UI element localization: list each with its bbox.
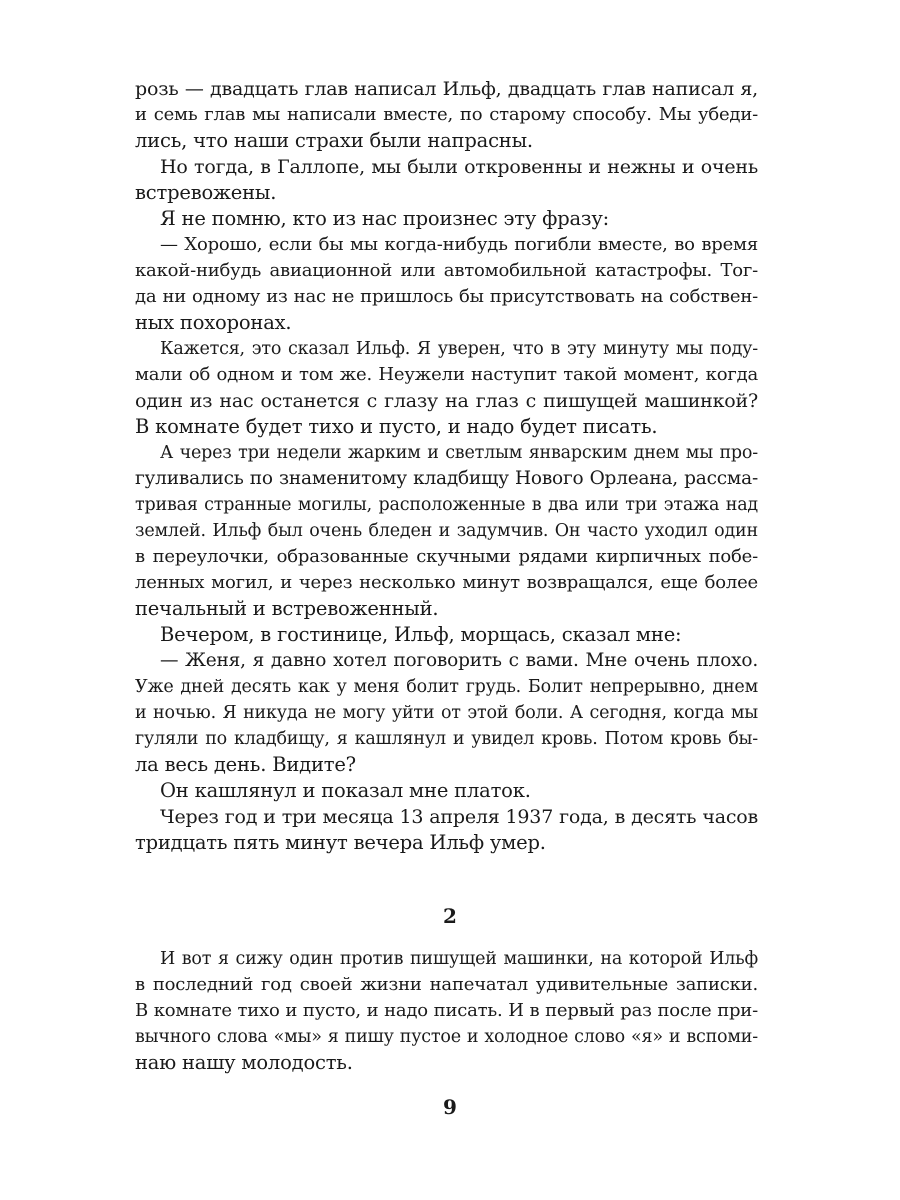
text-line: землей. Ильф был очень бледен и задумчив. Он часто уходил один	[135, 521, 758, 541]
main-text-block	[135, 76, 758, 856]
chapter-number: 2	[443, 904, 457, 928]
text-line: какой-нибудь авиационной или автомобильной катастрофы. Тог-	[135, 260, 758, 281]
text-line: в переулочки, образованные скучными рядами кирпичных побе-	[135, 546, 758, 567]
chapter-two-text-block	[135, 946, 758, 1076]
text-line: лись, что наши страхи были напрасны.	[135, 129, 533, 152]
text-line: встревожены.	[135, 181, 277, 204]
text-line: Но тогда, в Галлопе, мы были откровенны и нежны и очень	[160, 156, 758, 178]
text-line: в последний год своей жизни напечатал удивительные записки.	[135, 974, 758, 995]
text-line: — Женя, я давно хотел поговорить с вами. Мне очень плохо.	[160, 650, 758, 671]
text-line: А через три недели жарким и светлым январским днем мы про-	[160, 443, 758, 463]
text-line: ленных могил, и через несколько минут возвращался, еще более	[135, 572, 758, 593]
text-line: тридцать пять минут вечера Ильф умер.	[135, 831, 546, 854]
text-line: гуливались по знаменитому кладбищу Нового Орлеана, рассма-	[135, 468, 758, 489]
text-line: да ни одному из нас не пришлось бы присутствовать на собствен-	[135, 286, 758, 307]
text-line: Уже дней десять как у меня болит грудь. Болит непрерывно, днем	[135, 677, 758, 697]
page-number: 9	[443, 1095, 457, 1119]
text-line: гуляли по кладбищу, я кашлянул и увидел кровь. Потом кровь бы-	[135, 729, 758, 749]
text-line: И вот я сижу один против пишущей машинки, на которой Ильф	[160, 949, 758, 969]
text-line: Кажется, это сказал Ильф. Я уверен, что в эту минуту мы поду-	[160, 339, 758, 359]
text-line: мали об одном и том же. Неужели наступит такой момент, когда	[135, 364, 758, 385]
text-line: В комнате тихо и пусто, и надо писать. И в первый раз после при-	[135, 1000, 758, 1021]
text-line: Он кашлянул и показал мне платок.	[160, 779, 531, 802]
text-line: В комнате будет тихо и пусто, и надо будет писать.	[135, 415, 658, 438]
text-line: розь — двадцать глав написал Ильф, двадцать глав написал я,	[135, 78, 758, 100]
text-line: — Хорошо, если бы мы когда-нибудь погибли вместе, во время	[160, 234, 758, 255]
text-line: ла весь день. Видите?	[135, 753, 356, 776]
text-line: наю нашу молодость.	[135, 1051, 353, 1074]
text-line: Я не помню, кто из нас произнес эту фразу:	[160, 207, 609, 230]
text-line: ных похоронах.	[135, 311, 292, 334]
text-line: и семь глав мы написали вместе, по старому способу. Мы убеди-	[135, 104, 758, 125]
text-line: Через год и три месяца 13 апреля 1937 года, в десять часов	[160, 806, 758, 828]
text-line: Вечером, в гостинице, Ильф, морщась, сказал мне:	[160, 623, 682, 646]
text-line: и ночью. Я никуда не могу уйти от этой боли. А сегодня, когда мы	[135, 703, 758, 723]
text-line: один из нас останется с глазу на глаз с пишущей машинкой?	[135, 390, 758, 412]
text-line: тривая странные могилы, расположенные в два или три этажа над	[135, 495, 758, 515]
text-line: печальный и встревоженный.	[135, 597, 439, 620]
text-line: вычного слова «мы» я пишу пустое и холодное слово «я» и вспоми-	[135, 1027, 758, 1047]
